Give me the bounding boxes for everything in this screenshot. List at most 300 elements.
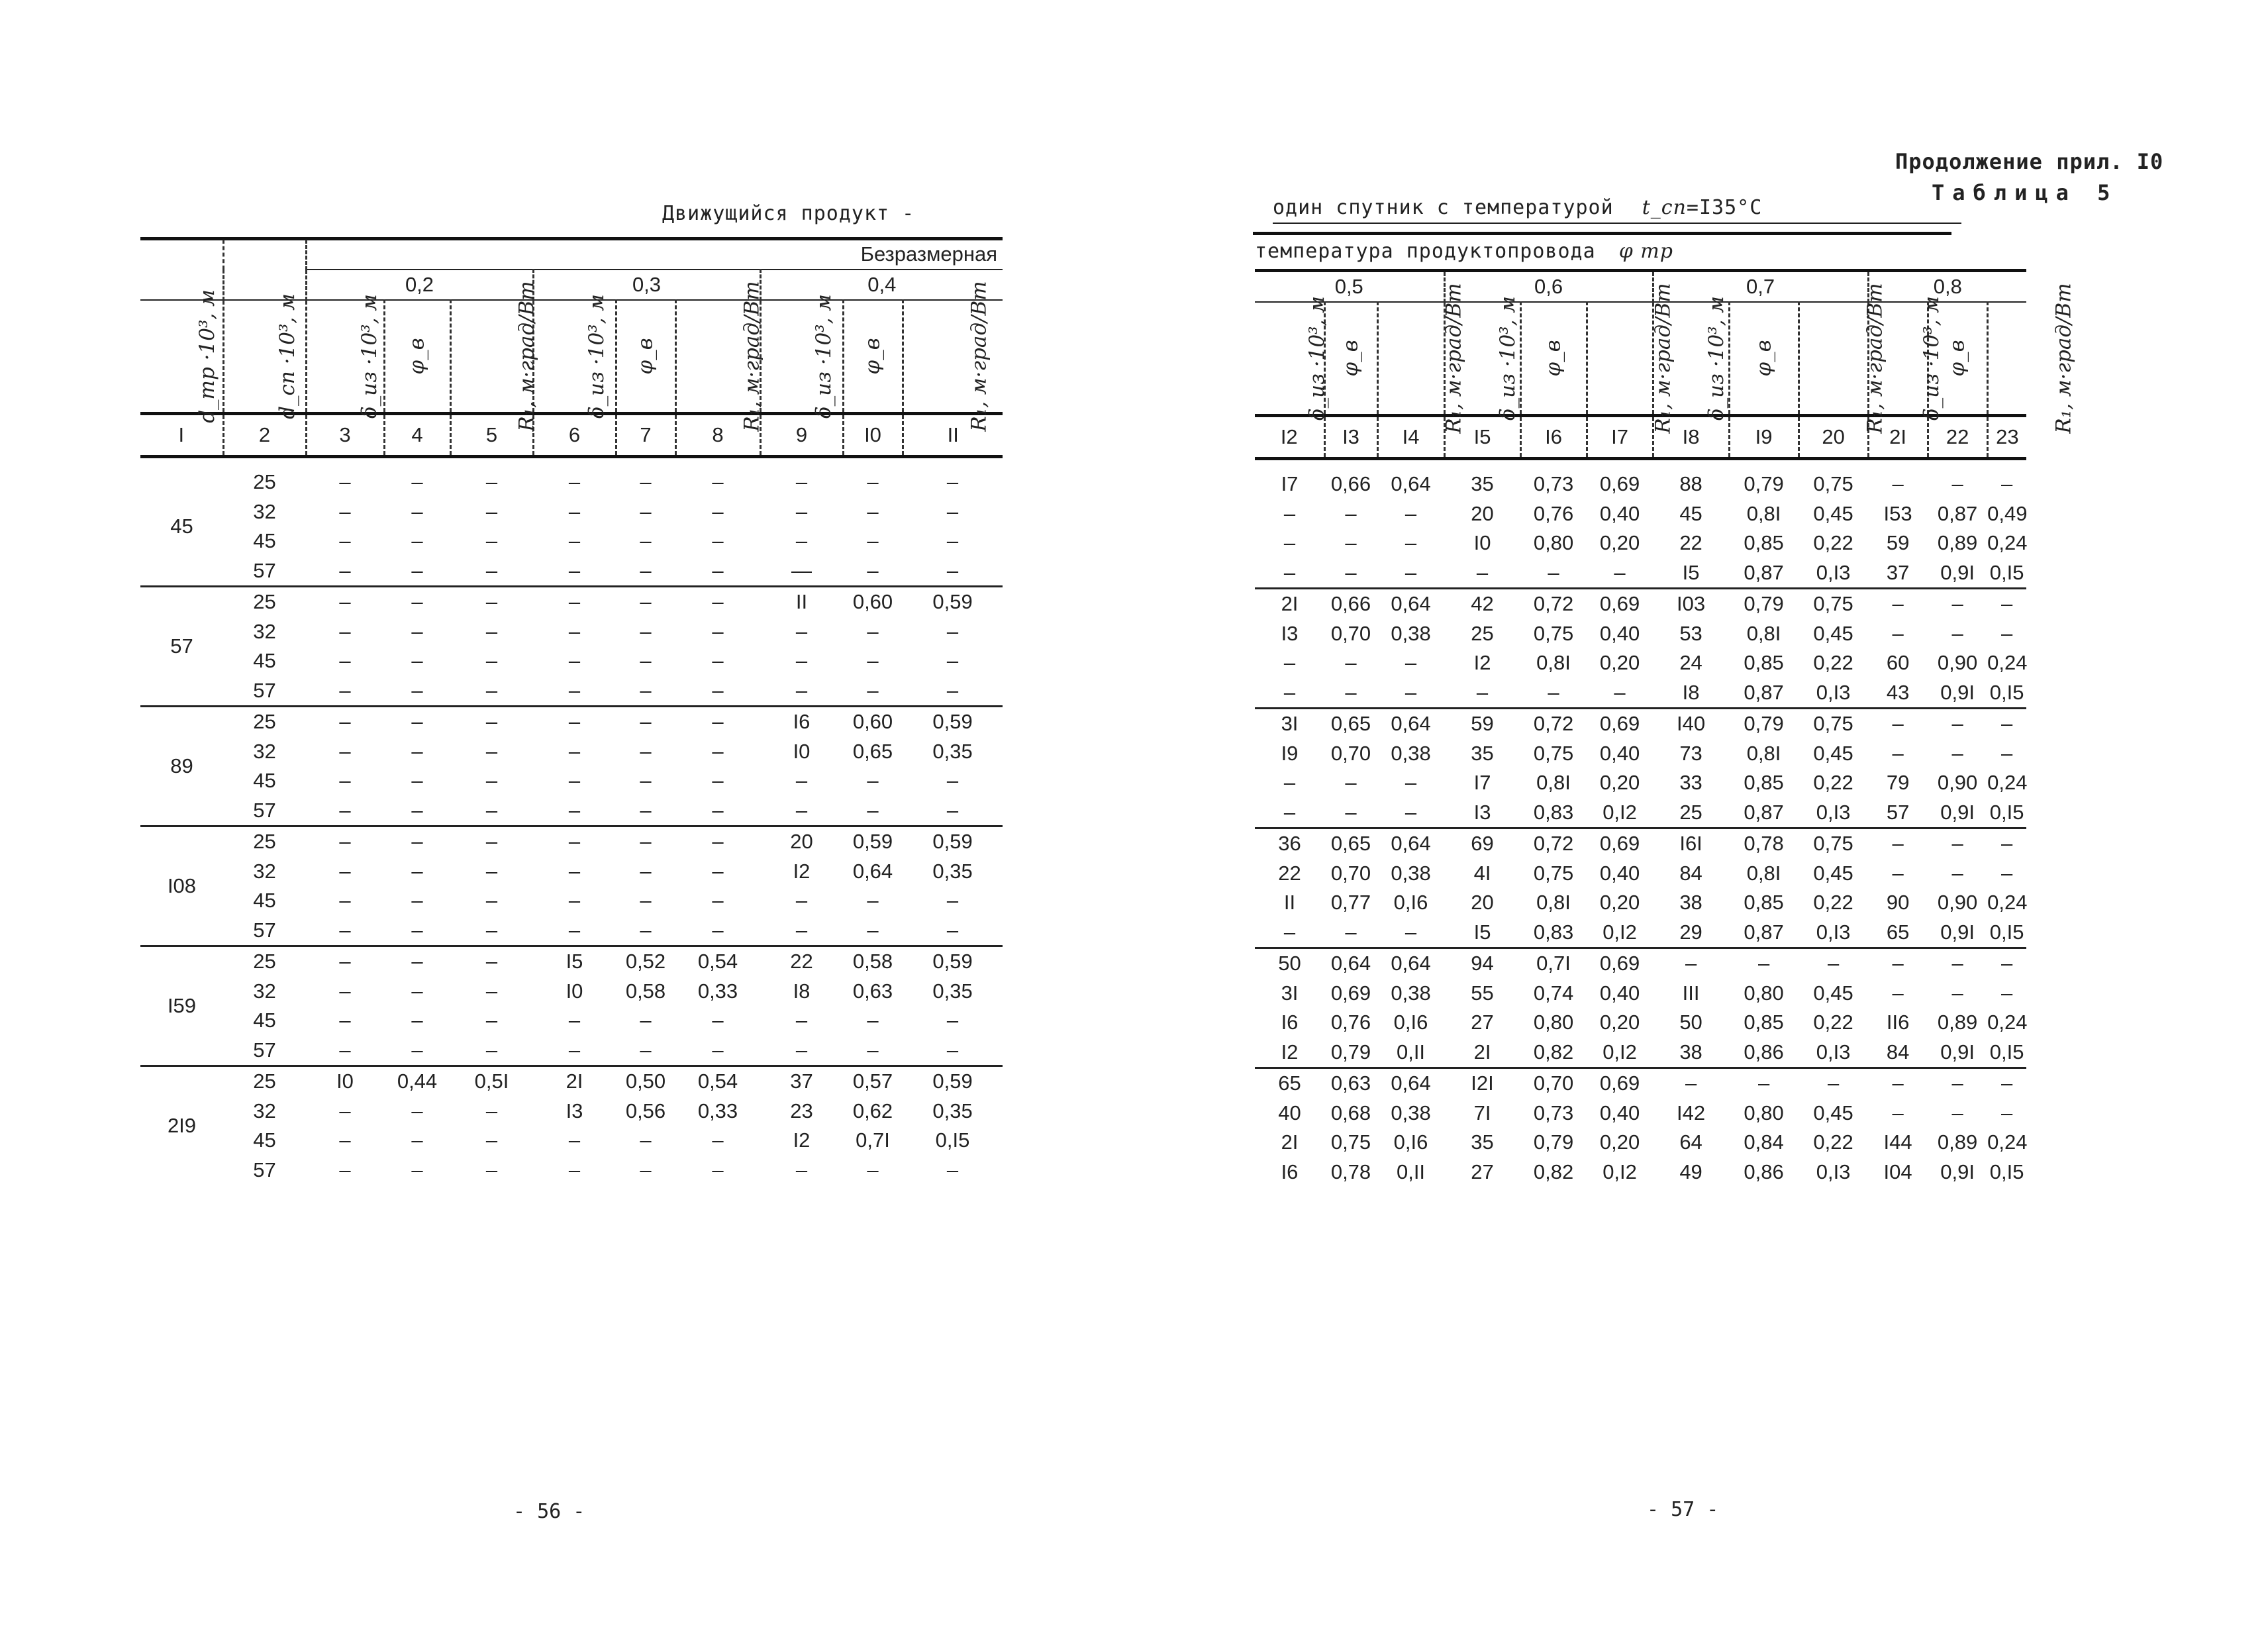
left-cell: – — [306, 826, 384, 857]
right-cell: 0,69 — [1587, 1068, 1653, 1099]
left-caption: Движущийся продукт - — [662, 202, 915, 225]
right-cell: – — [1405, 680, 1417, 704]
left-page-number: - 56 - — [513, 1500, 585, 1523]
right-cell: 60 — [1886, 651, 1910, 675]
right-cell: 0,82 — [1533, 1160, 1574, 1183]
head-r-cell — [675, 281, 764, 432]
head-diam-sp: d_сп ·10³, м — [275, 293, 299, 419]
left-cell: – — [339, 859, 351, 883]
left-cell: – — [533, 587, 616, 617]
right-table-row — [1255, 470, 2026, 499]
right-cell: I2 — [1281, 1040, 1299, 1064]
right-cell: 0,72 — [1520, 828, 1587, 859]
right-cell: 0,9I — [1940, 920, 1975, 944]
right-cell: 0,24 — [1987, 891, 2028, 915]
right-cell: 0,75 — [1799, 589, 1868, 619]
right-cell: I40 — [1653, 709, 1729, 739]
right-cell: 0,69 — [1599, 472, 1640, 496]
head-phi: φ_в — [405, 338, 429, 375]
left-cell: – — [568, 678, 581, 702]
left-cell: 0,5I — [450, 1066, 533, 1097]
head-phi-cell — [384, 300, 450, 414]
right-cell: 42 — [1444, 589, 1520, 619]
left-cell: 0,59 — [903, 587, 1003, 617]
right-cell: – — [1928, 709, 1987, 739]
right-cell: 0,I3 — [1816, 560, 1851, 584]
head-phi: φ_в — [861, 338, 885, 375]
right-cell: – — [1283, 800, 1296, 824]
right-cell: 0,38 — [1391, 981, 1431, 1005]
head-delta-cell — [306, 293, 384, 419]
right-header-symbol: φ тр — [1618, 240, 1673, 263]
right-cell: I9 — [1281, 741, 1299, 765]
right-spacer-cell — [1255, 459, 2026, 470]
left-cell: – — [411, 1099, 423, 1122]
right-cell: – — [1892, 741, 1904, 765]
left-hdr-blank-1 — [140, 240, 223, 270]
right-cell: 0,64 — [1377, 1068, 1444, 1099]
left-cell: 32 — [253, 979, 276, 1003]
right-cell: 0,73 — [1533, 472, 1574, 496]
right-cell: 0,75 — [1533, 741, 1574, 765]
right-col-number: I2 — [1255, 416, 1324, 459]
head-r-cell — [1377, 283, 1466, 434]
left-cell: – — [306, 946, 384, 977]
left-cell: – — [450, 946, 533, 977]
left-cell: 0,59 — [903, 946, 1003, 977]
right-group-label: 0,6 — [1444, 271, 1653, 303]
right-cell: 88 — [1679, 472, 1702, 496]
left-cell: – — [450, 587, 533, 617]
left-cell: – — [640, 1158, 652, 1181]
right-cell: 0,40 — [1599, 621, 1640, 645]
right-cell: – — [1405, 501, 1417, 525]
right-cell: 0,65 — [1324, 709, 1377, 739]
left-cell: – — [411, 1158, 423, 1181]
right-table-row — [1255, 979, 2026, 1009]
left-cell: 0,35 — [932, 1099, 973, 1122]
right-cell: 0,85 — [1744, 651, 1784, 675]
right-cell: 0,69 — [1330, 981, 1371, 1005]
head-phi: φ_в — [1542, 340, 1566, 377]
left-cell: – — [411, 558, 423, 582]
left-cell: – — [712, 499, 724, 523]
right-cell: 69 — [1444, 828, 1520, 859]
left-cell: – — [411, 889, 423, 913]
left-dtr-value: 2I9 — [140, 1066, 223, 1185]
left-cell: – — [485, 739, 498, 763]
right-cell: – — [1987, 948, 2026, 979]
left-cell: – — [568, 649, 581, 673]
left-cell: – — [795, 529, 808, 553]
head-delta-cell — [760, 293, 843, 419]
right-page-number: - 57 - — [1647, 1498, 1719, 1521]
left-cell: 0,35 — [932, 739, 973, 763]
right-cell: – — [1283, 651, 1296, 675]
left-cell: – — [384, 587, 450, 617]
right-cell: – — [1987, 828, 2026, 859]
right-cell: 38 — [1679, 1040, 1702, 1064]
left-table-row — [140, 1126, 1003, 1156]
right-cell: – — [1405, 560, 1417, 584]
right-cell: 0,I3 — [1816, 1160, 1851, 1183]
right-cell: 49 — [1679, 1160, 1702, 1183]
right-cell: – — [1345, 800, 1357, 824]
left-cell: – — [867, 1009, 879, 1032]
right-col-number: I8 — [1653, 416, 1729, 459]
right-cell: 45 — [1679, 501, 1702, 525]
left-cell: – — [946, 470, 959, 494]
right-cell: 0,80 — [1744, 1101, 1784, 1124]
right-cell: – — [1729, 948, 1799, 979]
right-cell: 7I — [1473, 1101, 1491, 1124]
continuation-note: Продолжение прил. I0 — [1895, 149, 2164, 174]
left-cell: 2I — [533, 1066, 616, 1097]
right-cell: 0,20 — [1599, 1130, 1640, 1154]
right-cell: 0,90 — [1937, 771, 1978, 795]
left-cell: – — [485, 918, 498, 942]
left-cell: – — [339, 558, 351, 582]
left-cell: – — [712, 1009, 724, 1032]
right-table-row — [1255, 528, 2026, 558]
left-cell: – — [411, 979, 423, 1003]
right-table-row — [1255, 678, 2026, 709]
head-r-cell — [1587, 283, 1675, 434]
right-cell: 0,8I — [1536, 771, 1571, 795]
left-table-row — [140, 1006, 1003, 1036]
left-cell: – — [533, 826, 616, 857]
left-cell: – — [640, 889, 652, 913]
left-cell: – — [411, 739, 423, 763]
right-table-row — [1255, 798, 2026, 828]
right-cell: 0,II — [1396, 1160, 1426, 1183]
right-cell: – — [1345, 560, 1357, 584]
right-table-row — [1255, 1008, 2026, 1038]
right-cell: 0,I2 — [1602, 1040, 1637, 1064]
right-cell: 0,90 — [1937, 651, 1978, 675]
right-cell: 0,40 — [1599, 1101, 1640, 1124]
right-cell: – — [1951, 741, 1963, 765]
right-cell: 3I — [1255, 709, 1324, 739]
right-cell: 0,86 — [1744, 1040, 1784, 1064]
left-cell: – — [712, 649, 724, 673]
left-cell: – — [568, 1158, 581, 1181]
right-cell: 0,86 — [1744, 1160, 1784, 1183]
right-cell: 0,20 — [1599, 651, 1640, 675]
right-cell: – — [1951, 472, 1963, 496]
right-cell: 0,24 — [1987, 1130, 2028, 1154]
left-cell: – — [712, 798, 724, 822]
right-cell: 0,69 — [1587, 709, 1653, 739]
right-cell: – — [1868, 1068, 1928, 1099]
right-cell: – — [1892, 861, 1904, 885]
left-cell: 25 — [223, 707, 306, 737]
left-cell: – — [946, 1009, 959, 1032]
left-cell: – — [339, 678, 351, 702]
right-cell: I6 — [1281, 1011, 1299, 1034]
right-group-row — [1255, 271, 2026, 303]
left-cell: – — [867, 889, 879, 913]
right-cell: – — [1283, 501, 1296, 525]
head-phi: φ_в — [1946, 340, 1970, 377]
head-delta: δ_из ·10³, м — [1495, 295, 1520, 421]
left-cell: – — [712, 470, 724, 494]
table-label: Таблица 5 — [1932, 180, 2118, 205]
right-cell: 0,I6 — [1393, 1130, 1428, 1154]
right-cell: 64 — [1679, 1130, 1702, 1154]
right-cell: 0,78 — [1729, 828, 1799, 859]
right-cell: – — [1799, 948, 1868, 979]
right-cell: 37 — [1886, 560, 1910, 584]
right-cell: 0,87 — [1744, 560, 1784, 584]
right-cell: – — [1476, 560, 1489, 584]
right-cell: 50 — [1255, 948, 1324, 979]
left-cell: – — [533, 707, 616, 737]
right-cell: 0,85 — [1744, 1011, 1784, 1034]
right-cell: 79 — [1886, 771, 1910, 795]
left-cell: 45 — [253, 529, 276, 553]
left-cell: – — [411, 918, 423, 942]
right-cell: 0,64 — [1324, 948, 1377, 979]
left-table-row — [140, 916, 1003, 946]
left-cell: – — [411, 1009, 423, 1032]
left-cell: – — [568, 769, 581, 793]
right-table-row — [1255, 1038, 2026, 1068]
left-cell: 0,44 — [384, 1066, 450, 1097]
left-cell: – — [640, 470, 652, 494]
left-cell: 32 — [253, 1099, 276, 1122]
right-cell: – — [1405, 651, 1417, 675]
right-cell: 0,63 — [1324, 1068, 1377, 1099]
head-delta: δ_из ·10³, м — [357, 293, 381, 419]
left-cell: – — [339, 529, 351, 553]
right-col-number: I5 — [1444, 416, 1520, 459]
right-group-label: 0,5 — [1255, 271, 1444, 303]
right-cell: – — [1614, 680, 1626, 704]
right-cell: I3 — [1281, 621, 1299, 645]
left-cell: – — [411, 499, 423, 523]
left-cell: 0,58 — [625, 979, 666, 1003]
left-cell: – — [640, 649, 652, 673]
right-vert-header-row — [1255, 302, 2026, 416]
right-cell: 50 — [1679, 1011, 1702, 1034]
left-cell: – — [795, 889, 808, 913]
right-caption-text: один спутник с температурой — [1273, 196, 1614, 219]
left-colnum-row — [140, 414, 1003, 457]
right-cell: 0,20 — [1599, 1011, 1640, 1034]
left-cell: – — [411, 470, 423, 494]
right-cell: 84 — [1679, 861, 1702, 885]
right-cell: – — [1868, 589, 1928, 619]
right-cell: 57 — [1886, 800, 1910, 824]
left-cell: 0,65 — [852, 739, 893, 763]
right-cell: 0,22 — [1813, 1130, 1853, 1154]
left-cell: – — [485, 1158, 498, 1181]
left-cell: – — [568, 1038, 581, 1062]
right-cell: – — [1868, 709, 1928, 739]
left-cell: – — [675, 587, 760, 617]
right-caption — [1273, 196, 1762, 219]
left-cell: I0 — [793, 739, 811, 763]
left-cell: 37 — [760, 1066, 843, 1097]
left-cell: 32 — [253, 499, 276, 523]
head-phi-cell — [843, 300, 903, 414]
left-cell: – — [568, 889, 581, 913]
right-cell: 0,I2 — [1602, 920, 1637, 944]
left-table-row — [140, 646, 1003, 676]
left-cell: – — [411, 798, 423, 822]
right-cell: – — [1928, 1068, 1987, 1099]
left-dtr-value: I59 — [140, 946, 223, 1066]
right-cell: – — [2000, 472, 2013, 496]
right-cell: 35 — [1471, 472, 1494, 496]
right-cell: 40 — [1278, 1101, 1301, 1124]
right-cell: 0,70 — [1330, 741, 1371, 765]
left-cell: I0 — [306, 1066, 384, 1097]
right-cell: – — [1405, 771, 1417, 795]
left-cell: – — [339, 1099, 351, 1122]
right-cell: I04 — [1883, 1160, 1912, 1183]
right-cell: – — [1345, 651, 1357, 675]
right-cell: I5 — [1682, 560, 1700, 584]
left-cell: 0,I5 — [935, 1128, 970, 1152]
left-cell: – — [795, 1158, 808, 1181]
left-cell: – — [640, 1009, 652, 1032]
right-cell: 0,79 — [1729, 709, 1799, 739]
left-cell: I2 — [793, 1128, 811, 1152]
right-cell: II — [1283, 891, 1296, 915]
right-cell: 0,69 — [1587, 589, 1653, 619]
left-cell: 57 — [253, 918, 276, 942]
right-table-row — [1255, 739, 2026, 769]
right-cell: 0,79 — [1729, 589, 1799, 619]
right-cell: 24 — [1679, 651, 1702, 675]
head-diam-tr-cell — [140, 289, 223, 423]
right-cell: 0,79 — [1744, 472, 1784, 496]
left-cell: – — [640, 798, 652, 822]
left-cell: 0,59 — [903, 707, 1003, 737]
left-cell: – — [411, 649, 423, 673]
head-phi: φ_в — [1751, 340, 1776, 377]
head-phi-cell — [1324, 302, 1377, 416]
right-cell: 43 — [1886, 680, 1910, 704]
right-cell: 0,87 — [1937, 501, 1978, 525]
right-cell: 0,24 — [1987, 1011, 2028, 1034]
right-cell: 0,I2 — [1602, 1160, 1637, 1183]
right-cell: 0,9I — [1940, 1040, 1975, 1064]
right-cell: 2I — [1255, 589, 1324, 619]
right-cell: 0,49 — [1987, 501, 2028, 525]
right-cell: 0,20 — [1599, 771, 1640, 795]
left-cell: – — [339, 798, 351, 822]
right-cell: I6I — [1653, 828, 1729, 859]
left-dtr-value: I08 — [140, 826, 223, 946]
right-cell: – — [1951, 621, 1963, 645]
head-r: R₁, м·град/Вт — [1863, 283, 1887, 434]
right-table-row — [1255, 888, 2026, 918]
left-table-row — [140, 556, 1003, 587]
right-cell: I2 — [1473, 651, 1491, 675]
right-cell: 0,77 — [1330, 891, 1371, 915]
left-vert-header-row — [140, 300, 1003, 414]
right-cell: 0,69 — [1587, 948, 1653, 979]
right-cell: 0,8I — [1746, 861, 1781, 885]
left-cell: – — [411, 769, 423, 793]
left-cell: – — [568, 619, 581, 643]
left-cell: 45 — [253, 769, 276, 793]
left-table-row — [140, 497, 1003, 527]
left-cell: – — [616, 587, 675, 617]
right-cell: 0,45 — [1813, 621, 1853, 645]
left-table — [140, 240, 1003, 1185]
left-cell: – — [411, 678, 423, 702]
left-cell: 32 — [253, 859, 276, 883]
left-table-row — [140, 886, 1003, 916]
left-cell: – — [411, 1128, 423, 1152]
left-cell: I0 — [566, 979, 583, 1003]
left-cell: – — [712, 918, 724, 942]
left-cell: – — [450, 826, 533, 857]
left-cell: – — [795, 769, 808, 793]
right-cell: 4I — [1473, 861, 1491, 885]
left-cell: 0,52 — [616, 946, 675, 977]
right-cell: 0,22 — [1813, 531, 1853, 555]
left-dtr-value: 45 — [170, 515, 193, 538]
right-col-number: 22 — [1928, 416, 1987, 459]
right-cell: 0,38 — [1391, 1101, 1431, 1124]
left-cell: 0,54 — [675, 946, 760, 977]
left-cell: – — [411, 1038, 423, 1062]
right-cell: 0,82 — [1533, 1040, 1574, 1064]
right-table-row — [1255, 1068, 2026, 1099]
left-cell: – — [946, 1038, 959, 1062]
left-cell: – — [712, 678, 724, 702]
right-cell: – — [1345, 771, 1357, 795]
right-table-row — [1255, 619, 2026, 649]
left-cell: – — [712, 769, 724, 793]
left-cell: – — [946, 798, 959, 822]
right-cell: – — [1405, 800, 1417, 824]
left-cell: – — [339, 979, 351, 1003]
head-delta: δ_из ·10³, м — [1919, 295, 1944, 421]
right-cell: 0,70 — [1330, 621, 1371, 645]
right-cell: 0,83 — [1533, 920, 1574, 944]
left-cell: – — [867, 678, 879, 702]
right-cell: – — [1987, 709, 2026, 739]
right-cell: 0,80 — [1533, 1011, 1574, 1034]
left-group-label: 0,3 — [533, 270, 760, 300]
left-hdr-blank-2 — [223, 240, 306, 270]
left-dtr-value: 89 — [140, 707, 223, 826]
left-cell: – — [450, 707, 533, 737]
head-r-cell — [450, 281, 539, 432]
right-cell: – — [1283, 560, 1296, 584]
right-cell: 0,I6 — [1393, 891, 1428, 915]
head-r-cell — [903, 281, 1003, 432]
head-phi: φ_в — [634, 338, 658, 375]
left-col-number: 9 — [760, 414, 843, 457]
left-cell: – — [712, 889, 724, 913]
right-cell: – — [1892, 981, 1904, 1005]
right-cell: 0,I3 — [1816, 680, 1851, 704]
right-cell: – — [1868, 948, 1928, 979]
left-table-row — [140, 857, 1003, 887]
right-cell: 3I — [1281, 981, 1299, 1005]
right-cell: – — [1345, 920, 1357, 944]
left-cell: 25 — [253, 470, 276, 494]
left-dtr-value: 57 — [140, 587, 223, 707]
left-table-row — [140, 977, 1003, 1007]
